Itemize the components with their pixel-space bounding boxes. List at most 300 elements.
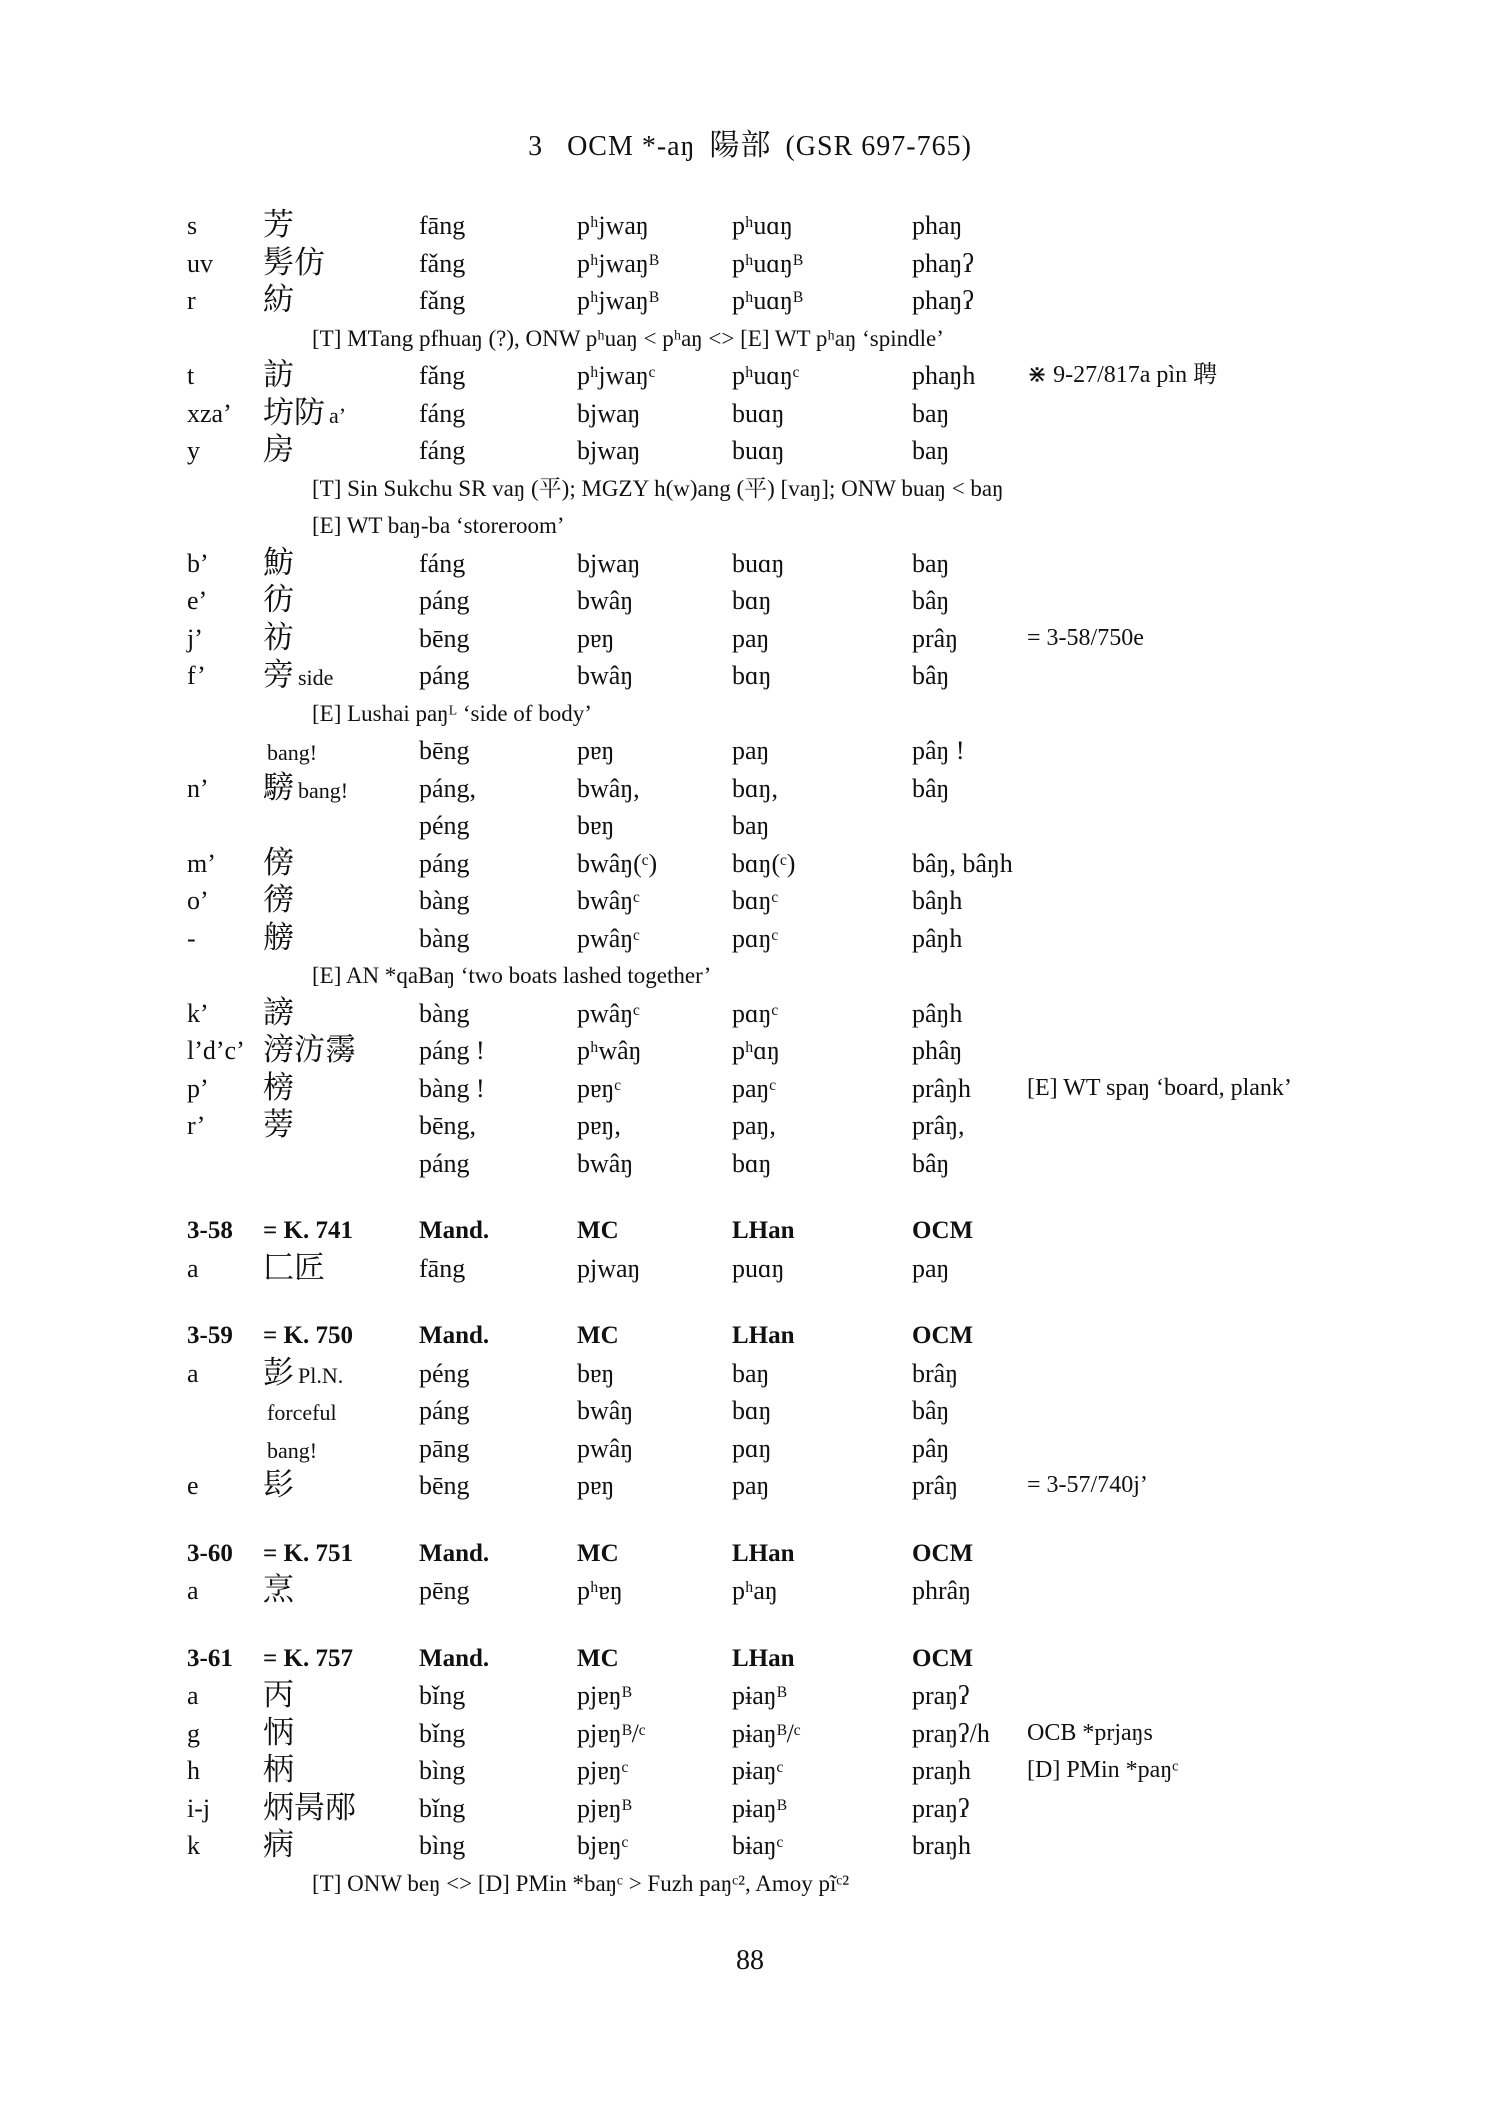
middle-chinese: pʰjwaŋ [577,211,649,240]
later-han: pɑŋ [732,1433,772,1463]
old-chinese-minimal: pâŋ ! [912,736,965,765]
character-cell [263,1790,360,1829]
middle-chinese: bwâŋ [577,661,634,690]
character-cell [263,1430,317,1469]
entry-row [187,995,1367,1033]
entry-row [187,207,1367,245]
entry-label: y [187,436,200,465]
note-row [187,470,1367,508]
later-han: paŋ [732,1471,770,1500]
old-chinese-minimal: bâŋ [912,586,950,615]
gloss: bang! [267,1437,318,1463]
character-cell [263,1677,298,1716]
section-gap [187,1287,1367,1317]
later-han: pɑŋᶜ [732,998,779,1028]
character-cell [263,920,298,959]
later-han: bɑŋ(ᶜ) [732,848,796,878]
middle-chinese: pɐŋ [577,1471,615,1500]
middle-chinese: pɐŋ, [577,1111,621,1140]
old-chinese-minimal: bâŋ [912,773,950,803]
entry-label: h [187,1756,200,1785]
character-cell [263,732,317,771]
chinese-character: 魴 [263,544,294,581]
mandarin-reading: páng ! [419,1036,485,1065]
mandarin-reading: fāng [419,1253,466,1283]
character-cell [263,1145,267,1184]
gloss: a’ [329,402,347,428]
entry-row [187,882,1367,920]
chinese-character: 房 [263,432,294,468]
later-han: bɑŋ [732,1148,772,1178]
old-chinese-minimal: paŋ [912,1253,950,1283]
old-chinese-minimal: baŋ [912,548,950,578]
note-text: [T] MTang pfhuaŋ (?), ONW pʰuaŋ < pʰaŋ <> [E] WT pʰaŋ ‘spindle’ [312,325,944,351]
header-ocm: OCM [912,1217,974,1244]
gloss: bang! [267,740,318,765]
old-chinese-minimal: braŋh [912,1831,972,1860]
later-han: paŋ [732,736,770,765]
mandarin-reading: bǐng [419,1681,466,1710]
old-chinese-minimal: prâŋ [912,623,959,653]
chinese-character: 匚匠 [263,1249,325,1286]
old-chinese-minimal: phaŋʔ [912,248,974,278]
header-mc: MC [577,1539,619,1567]
character-cell [263,207,298,246]
entries-table [187,207,1367,1902]
page-number: 88 [736,1945,764,1976]
entry-row [187,357,1367,395]
group-header-row [187,1212,1367,1250]
karlgren-ref: = K. 757 [263,1644,353,1672]
chinese-character: 訪 [263,357,294,393]
chinese-character: 艕 [263,919,294,956]
later-han: bɑŋ, [732,773,778,803]
group-number: 3-58 [187,1217,233,1244]
entry-row [187,395,1367,433]
entry-row [187,245,1367,283]
entry-row [187,1355,1367,1393]
later-han: pɨaŋᶜ [732,1756,784,1785]
mandarin-reading: pāng [419,1433,470,1463]
gloss: side [298,665,334,690]
group-number: 3-61 [187,1644,233,1672]
later-han: bɨaŋᶜ [732,1831,784,1860]
entry-label: r’ [187,1111,206,1140]
entry-label: xza’ [187,398,232,428]
old-chinese-minimal: phaŋʔ [912,286,974,315]
middle-chinese: pʰwâŋ [577,1036,642,1065]
header-mc: MC [577,1322,619,1349]
entry-row [187,1392,1367,1430]
middle-chinese: bwâŋᶜ [577,886,640,915]
chinese-character: 祊 [263,619,294,656]
middle-chinese: bwâŋ, [577,773,640,803]
character-cell [263,1250,329,1289]
mandarin-reading: bēng [419,1471,470,1500]
later-han: buɑŋ [732,398,785,428]
middle-chinese: pʰjwaŋᴮ [577,248,659,278]
mandarin-reading: fǎng [419,286,466,315]
entry-row [187,845,1367,883]
middle-chinese: bwâŋ [577,586,634,615]
character-cell [263,282,298,321]
section-gap [187,1182,1367,1212]
header-lhan: LHan [732,1539,795,1567]
entry-row [187,582,1367,620]
note-text: [E] AN *qaBaŋ ‘two boats lashed together’ [312,963,712,988]
character-cell [263,770,348,809]
old-chinese-minimal: pâŋh [912,998,963,1028]
middle-chinese: pʰjwaŋᶜ [577,361,656,390]
chinese-character: 旁 [263,657,294,693]
chinese-character: 彷 [263,582,294,618]
chinese-character: 滂汸霶 [263,1032,356,1068]
header-mc: MC [577,1217,619,1244]
header-ocm: OCM [912,1322,974,1349]
mandarin-reading: bàng [419,923,470,953]
mandarin-reading: bìng [419,1756,466,1785]
mandarin-reading: fǎng [419,361,466,390]
old-chinese-minimal: phaŋh [912,361,976,390]
character-cell [263,1355,343,1394]
note-row [187,507,1367,545]
mandarin-reading: fǎng [419,248,466,278]
entry-label: s [187,211,198,240]
mandarin-reading: pēng [419,1576,470,1605]
entry-row [187,1790,1367,1828]
old-chinese-minimal: praŋʔ/h [912,1718,990,1748]
old-chinese-minimal: bâŋh [912,886,963,915]
old-chinese-minimal: prâŋ, [912,1111,965,1140]
header-ocm: OCM [912,1644,974,1672]
group-header-row [187,1535,1367,1573]
old-chinese-minimal: pâŋ [912,1433,950,1463]
entry-row [187,1070,1367,1108]
entry-label: k [187,1831,200,1860]
section-chinese: 陽部 [709,128,772,163]
entry-note: = 3-58/750e [1027,624,1144,651]
entry-label: b’ [187,548,209,578]
header-ocm: OCM [912,1539,974,1567]
entry-row [187,1032,1367,1070]
header-mand: Mand. [419,1322,490,1349]
mandarin-reading: fáng [419,398,466,428]
middle-chinese: pjɐŋᶜ [577,1756,629,1785]
mandarin-reading: páng [419,848,470,878]
entry-row [187,807,1367,845]
entry-row [187,1250,1367,1288]
character-cell [263,1107,298,1146]
old-chinese-minimal: baŋ [912,398,950,428]
mandarin-reading: bìng [419,1831,466,1860]
entry-note: [E] WT spaŋ ‘board, plank’ [1027,1074,1292,1101]
note-row [187,957,1367,995]
entry-label: a [187,1253,199,1283]
chinese-character: 怲 [263,1714,294,1751]
entry-label: j’ [187,623,203,653]
mandarin-reading: bàng ! [419,1073,485,1103]
note-text: [T] Sin Sukchu SR vaŋ (平); MGZY h(w)ang (平) [vaŋ]; ONW buaŋ < baŋ [312,475,1004,501]
entry-label: a [187,1358,199,1388]
entry-row [187,1715,1367,1753]
old-chinese-minimal: phrâŋ [912,1576,972,1605]
middle-chinese: pjwaŋ [577,1253,641,1283]
later-han: pʰuɑŋᴮ [732,248,803,278]
entry-label: e [187,1471,199,1500]
later-han: paŋ [732,623,770,653]
character-cell [263,582,298,621]
mandarin-reading: bǐng [419,1718,466,1748]
chinese-character: 丙 [263,1677,294,1713]
character-cell [263,545,298,584]
section-gsr: (GSR 697-765) [785,131,972,162]
entry-row [187,920,1367,958]
chinese-character: 蒡 [263,1107,294,1143]
mandarin-reading: páng [419,1396,470,1425]
entry-row [187,545,1367,583]
old-chinese-minimal: brâŋ [912,1358,959,1388]
character-cell [263,1752,298,1791]
later-han: pɨaŋᴮ/ᶜ [732,1718,801,1748]
entry-note: OCB *prjaŋs [1027,1719,1153,1746]
middle-chinese: bjɐŋᶜ [577,1831,629,1860]
chinese-character: 徬 [263,882,294,918]
later-han: bɑŋ [732,1396,772,1425]
old-chinese-minimal: prâŋh [912,1073,972,1103]
mandarin-reading: bēng, [419,1111,477,1140]
mandarin-reading: bǐng [419,1793,466,1823]
mandarin-reading: páng [419,661,470,690]
chinese-character: 柄 [263,1752,294,1788]
entry-label: o’ [187,886,209,915]
note-row [187,695,1367,733]
later-han: pʰuɑŋ [732,211,793,240]
entry-label: r [187,286,196,315]
old-chinese-minimal: bâŋ [912,661,950,690]
old-chinese-minimal: praŋh [912,1756,972,1785]
old-chinese-minimal: bâŋ [912,1396,950,1425]
later-han: baŋ [732,1358,770,1388]
middle-chinese: pjɐŋᴮ/ᶜ [577,1718,646,1748]
old-chinese-minimal: bâŋ, bâŋh [912,848,1013,878]
middle-chinese: bjwaŋ [577,548,641,578]
character-cell [263,357,298,396]
later-han: buɑŋ [732,436,785,465]
old-chinese-minimal: phaŋ [912,211,963,240]
mandarin-reading: páng, [419,773,477,803]
header-mand: Mand. [419,1644,490,1672]
mandarin-reading: fáng [419,548,466,578]
chinese-character: 榜 [263,1069,294,1106]
mandarin-reading: fāng [419,211,466,240]
entry-label: p’ [187,1073,209,1103]
header-mc: MC [577,1644,619,1672]
header-mand: Mand. [419,1539,490,1567]
entry-note: [D] PMin *paŋᶜ [1027,1757,1179,1783]
mandarin-reading: bàng [419,886,470,915]
character-cell [263,432,298,471]
entry-label: m’ [187,848,216,878]
entry-row [187,1827,1367,1865]
old-chinese-minimal: baŋ [912,436,950,465]
section-title: OCM *-aŋ [567,131,696,162]
chinese-character: 病 [263,1827,294,1863]
group-header-row [187,1317,1367,1355]
chinese-character: 炳昺邴 [263,1789,356,1826]
karlgren-ref: = K. 751 [263,1539,353,1567]
middle-chinese: pɐŋᶜ [577,1073,622,1103]
later-han: pɨaŋᴮ [732,1793,787,1823]
chinese-character: 傍 [263,844,294,881]
header-lhan: LHan [732,1322,795,1349]
middle-chinese: bwâŋ(ᶜ) [577,848,658,878]
note-row [187,1865,1367,1903]
old-chinese-minimal: prâŋ [912,1471,959,1500]
entry-label: k’ [187,998,209,1028]
entry-label: a [187,1576,199,1605]
section-gap [187,1505,1367,1535]
mandarin-reading: páng [419,1148,470,1178]
entry-label: l’d’c’ [187,1036,245,1065]
chinese-character: 坊防 [263,394,325,431]
group-number: 3-59 [187,1322,233,1349]
note-text: [E] WT baŋ-ba ‘storeroom’ [312,513,565,538]
later-han: pʰɑŋ [732,1036,780,1065]
character-cell [263,1827,298,1866]
old-chinese-minimal: bâŋ [912,1148,950,1178]
entry-row [187,620,1367,658]
old-chinese-minimal: pâŋh [912,923,963,953]
later-han: bɑŋ [732,586,772,615]
karlgren-ref: = K. 750 [263,1322,353,1349]
mandarin-reading: péng [419,811,470,840]
chinese-character: 謗 [263,994,294,1031]
gloss: bang! [298,777,349,803]
character-cell [263,1070,298,1109]
entry-label: f’ [187,661,206,690]
character-cell [263,845,298,884]
character-cell [263,1715,298,1754]
entry-row [187,1107,1367,1145]
character-cell [263,1032,360,1071]
entry-row [187,1677,1367,1715]
middle-chinese: pwâŋᶜ [577,923,640,953]
chinese-character: 髣仿 [263,244,325,281]
later-han: pʰuɑŋᶜ [732,361,800,390]
middle-chinese: bɐŋ [577,1358,615,1388]
entry-row [187,1145,1367,1183]
entry-label: e’ [187,586,208,615]
note-text: [T] ONW beŋ <> [D] PMin *baŋᶜ > Fuzh paŋᶜ², Amoy pĩᶜ² [312,1870,850,1896]
character-cell [263,995,298,1034]
mandarin-reading: bēng [419,623,470,653]
gloss: Pl.N. [298,1362,344,1388]
gloss: forceful [267,1400,337,1425]
character-cell [263,807,267,846]
later-han: pʰaŋ [732,1576,778,1605]
old-chinese-minimal: phâŋ [912,1036,963,1065]
entry-row [187,770,1367,808]
chinese-character: 騯 [263,769,294,806]
character-cell [263,245,329,284]
entry-row [187,432,1367,470]
character-cell [263,1392,337,1431]
middle-chinese: bwâŋ [577,1396,634,1425]
middle-chinese: pjɐŋᴮ [577,1681,632,1710]
karlgren-ref: = K. 741 [263,1217,353,1244]
middle-chinese: pwâŋᶜ [577,998,640,1028]
note-row [187,320,1367,358]
entry-row [187,1572,1367,1610]
entry-row [187,732,1367,770]
entry-row [187,282,1367,320]
section-number: 3 [528,131,544,162]
entry-row [187,1430,1367,1468]
chinese-character: 紡 [263,282,294,318]
later-han: bɑŋ [732,661,772,690]
later-han: baŋ [732,811,770,840]
mandarin-reading: bàng [419,998,470,1028]
entry-label: - [187,923,196,953]
middle-chinese: bjwaŋ [577,436,641,465]
entry-label: t [187,361,195,390]
entry-row [187,657,1367,695]
character-cell [263,882,298,921]
character-cell [263,657,333,696]
old-chinese-minimal: praŋʔ [912,1793,970,1823]
group-header-row [187,1640,1367,1678]
middle-chinese: pɐŋ [577,736,615,765]
entry-label: uv [187,248,213,278]
later-han: pɨaŋᴮ [732,1681,787,1710]
character-cell [263,1467,298,1506]
section-gap [187,1610,1367,1640]
header-mand: Mand. [419,1217,490,1244]
entry-note: = 3-57/740j’ [1027,1472,1148,1498]
group-number: 3-60 [187,1539,233,1567]
later-han: pɑŋᶜ [732,923,779,953]
middle-chinese: bɐŋ [577,811,615,840]
mandarin-reading: péng [419,1358,470,1388]
note-text: [E] Lushai paŋᴸ ‘side of body’ [312,700,592,726]
middle-chinese: pɐŋ [577,623,615,653]
middle-chinese: pʰjwaŋᴮ [577,286,659,315]
entry-label: g [187,1718,200,1748]
character-cell [263,620,298,659]
entry-row [187,1467,1367,1505]
entry-note: ⋇ 9-27/817a pìn 聘 [1027,362,1218,388]
middle-chinese: bwâŋ [577,1148,634,1178]
character-cell [263,395,346,434]
middle-chinese: pwâŋ [577,1433,634,1463]
mandarin-reading: fáng [419,436,466,465]
mandarin-reading: bēng [419,736,470,765]
entry-label: a [187,1681,199,1710]
entry-row [187,1752,1367,1790]
chinese-character: 髟 [263,1467,294,1503]
chinese-character: 烹 [263,1572,294,1608]
middle-chinese: bjwaŋ [577,398,641,428]
later-han: pʰuɑŋᴮ [732,286,803,315]
entry-label: n’ [187,773,209,803]
middle-chinese: pʰɐŋ [577,1576,623,1605]
page-header [0,120,1500,164]
middle-chinese: pjɐŋᴮ [577,1793,632,1823]
old-chinese-minimal: praŋʔ [912,1681,970,1710]
character-cell [263,1572,298,1611]
header-lhan: LHan [732,1217,795,1244]
later-han: puɑŋ [732,1253,785,1283]
